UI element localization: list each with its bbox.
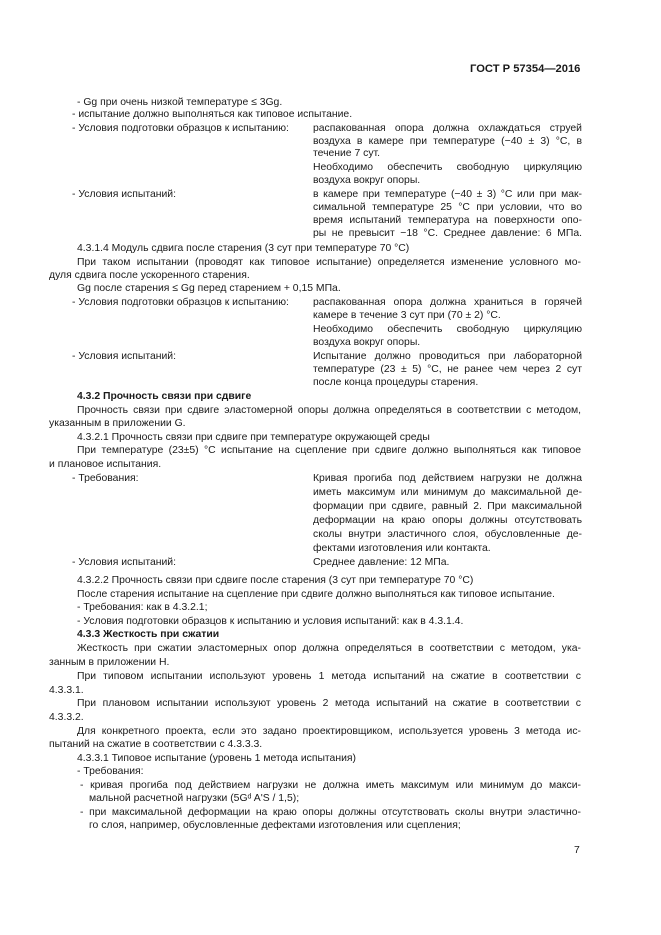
text-line: - Требования: (72, 473, 139, 484)
text-line: воздуха вокруг опоры. (313, 337, 421, 348)
text-line: воздуха вокруг опоры. (313, 175, 421, 186)
text-line: пытаний на сжатие в соответствии с 4.3.3.3. (49, 739, 263, 750)
section-heading: 4.3.3 Жесткость при сжатии (77, 629, 220, 640)
text-line: распакованная опора должна охлаждаться струей (313, 123, 582, 134)
text-line: При температуре (23±5) °С испытание на сцепление при сдвиге должно выполняться как типовое (77, 445, 581, 456)
text-line: - Условия подготовки образцов к испытанию: (72, 297, 289, 308)
text-line: - Условия испытаний: (72, 557, 176, 568)
text-line: При типовом испытании используют уровень 1 метода испытаний на сжатие в соответствии с (77, 671, 581, 682)
text-line: - кривая прогиба под действием нагрузки не должна иметь максимум или минимум до макси- (80, 780, 581, 791)
text-line: Gɡ после старения ≤ Gɡ перед старением + 0,15 МПа. (77, 283, 341, 294)
text-line: иметь максимум или минимум до максимальной де- (313, 487, 582, 498)
text-line: течение 7 сут. (313, 148, 381, 159)
text-line: 4.3.3.1. (49, 685, 84, 696)
text-line: го слоя, например, обусловленные дефектами изготовления или сцепления; (89, 820, 461, 831)
text-line: 4.3.2.1 Прочность связи при сдвиге при температуре окружающей среды (77, 432, 430, 443)
text-line: Испытание должно проводиться при лабораторной (313, 351, 582, 362)
text-line: Кривая прогиба под действием нагрузки не должна (313, 473, 582, 484)
text-line: Необходимо обеспечить свободную циркуляцию (313, 324, 582, 335)
text-line: Для конкретного проекта, если это задано проектировщиком, используется уровень 3 метода ис- (77, 726, 581, 737)
text-line: камере в течение 3 сут при (70 ± 2) °С. (313, 310, 501, 321)
section-heading: 4.3.2 Прочность связи при сдвиге (77, 391, 252, 402)
text-line: ры не превысит −18 °С. Среднее давление: 6 МПа. (313, 228, 582, 239)
text-line: и плановое испытания. (49, 459, 162, 470)
text-line: Среднее давление: 12 МПа. (313, 557, 450, 568)
text-line: после конца процедуры старения. (313, 377, 479, 388)
text-line: 4.3.3.1 Типовое испытание (уровень 1 метода испытания) (77, 753, 356, 764)
text-line: мальной расчетной нагрузки (5Gᵈ A'S / 1,5); (89, 793, 300, 804)
text-line: сколы внутри эластичного слоя, обусловленные де- (313, 529, 582, 540)
text-line: - Требования: (77, 766, 144, 777)
text-line: Прочность связи при сдвиге эластомерной опоры должна определяться в соответствии с методом, (77, 405, 581, 416)
text-line: - Условия подготовки образцов к испытанию и условия испытаний: как в 4.3.1.4. (77, 616, 464, 627)
page-number: 7 (574, 845, 580, 856)
text-line: деформации на краю опоры должны отсутствовать (313, 515, 582, 526)
text-line: время испытаний температура на поверхности опо- (313, 215, 582, 226)
text-line: распакованная опора должна храниться в горячей (313, 297, 582, 308)
text-line: формации при сдвиге, равный 2. При максимальной (313, 501, 582, 512)
text-line: в камере при температуре (−40 ± 3) °С или при мак- (313, 189, 582, 200)
text-line: - при максимальной деформации на краю опоры должны отсутствовать сколы внутри эластично- (80, 807, 581, 818)
text-line: - Условия испытаний: (72, 351, 176, 362)
text-line: симальной температуре 25 °С при условии, что во (313, 202, 582, 213)
text-line: указанным в приложении G. (49, 418, 186, 429)
text-line: фектами изготовления или контакта. (313, 543, 491, 554)
text-line: - Требования: как в 4.3.2.1; (77, 602, 208, 613)
text-line: - испытание должно выполняться как типовое испытание. (72, 109, 353, 120)
text-line: - Gɡ при очень низкой температуре ≤ 3Gɡ. (77, 97, 283, 108)
text-line: Необходимо обеспечить свободную циркуляцию (313, 162, 582, 173)
text-line: занным в приложении H. (49, 657, 170, 668)
text-line: При плановом испытании используют уровень 2 метода испытаний на сжатие в соответствии с (77, 698, 581, 709)
text-line: - Условия подготовки образцов к испытанию: (72, 123, 289, 134)
text-line: воздуха в камере при температуре (−40 ± 3) °С, в (313, 136, 582, 147)
text-line: 4.3.3.2. (49, 712, 84, 723)
text-line: 4.3.2.2 Прочность связи при сдвиге после старения (3 сут при температуре 70 °С) (77, 575, 474, 586)
text-line: После старения испытание на сцепление при сдвиге должно выполняться как типовое испытание. (77, 589, 555, 600)
text-line: При таком испытании (проводят как типовое испытание) определяется изменение условного мо- (77, 257, 581, 268)
text-line: Жесткость при сжатии эластомерных опор должна определяться в соответствии с методом, ука- (77, 643, 581, 654)
text-line: 4.3.1.4 Модуль сдвига после старения (3 сут при температуре 70 °С) (77, 243, 410, 254)
text-line: - Условия испытаний: (72, 189, 176, 200)
text-line: дуля сдвига после ускоренного старения. (49, 270, 250, 281)
text-line: температуре (23 ± 5) °С, не ранее чем через 2 сут (313, 364, 582, 375)
document-header: ГОСТ Р 57354—2016 (470, 63, 581, 75)
